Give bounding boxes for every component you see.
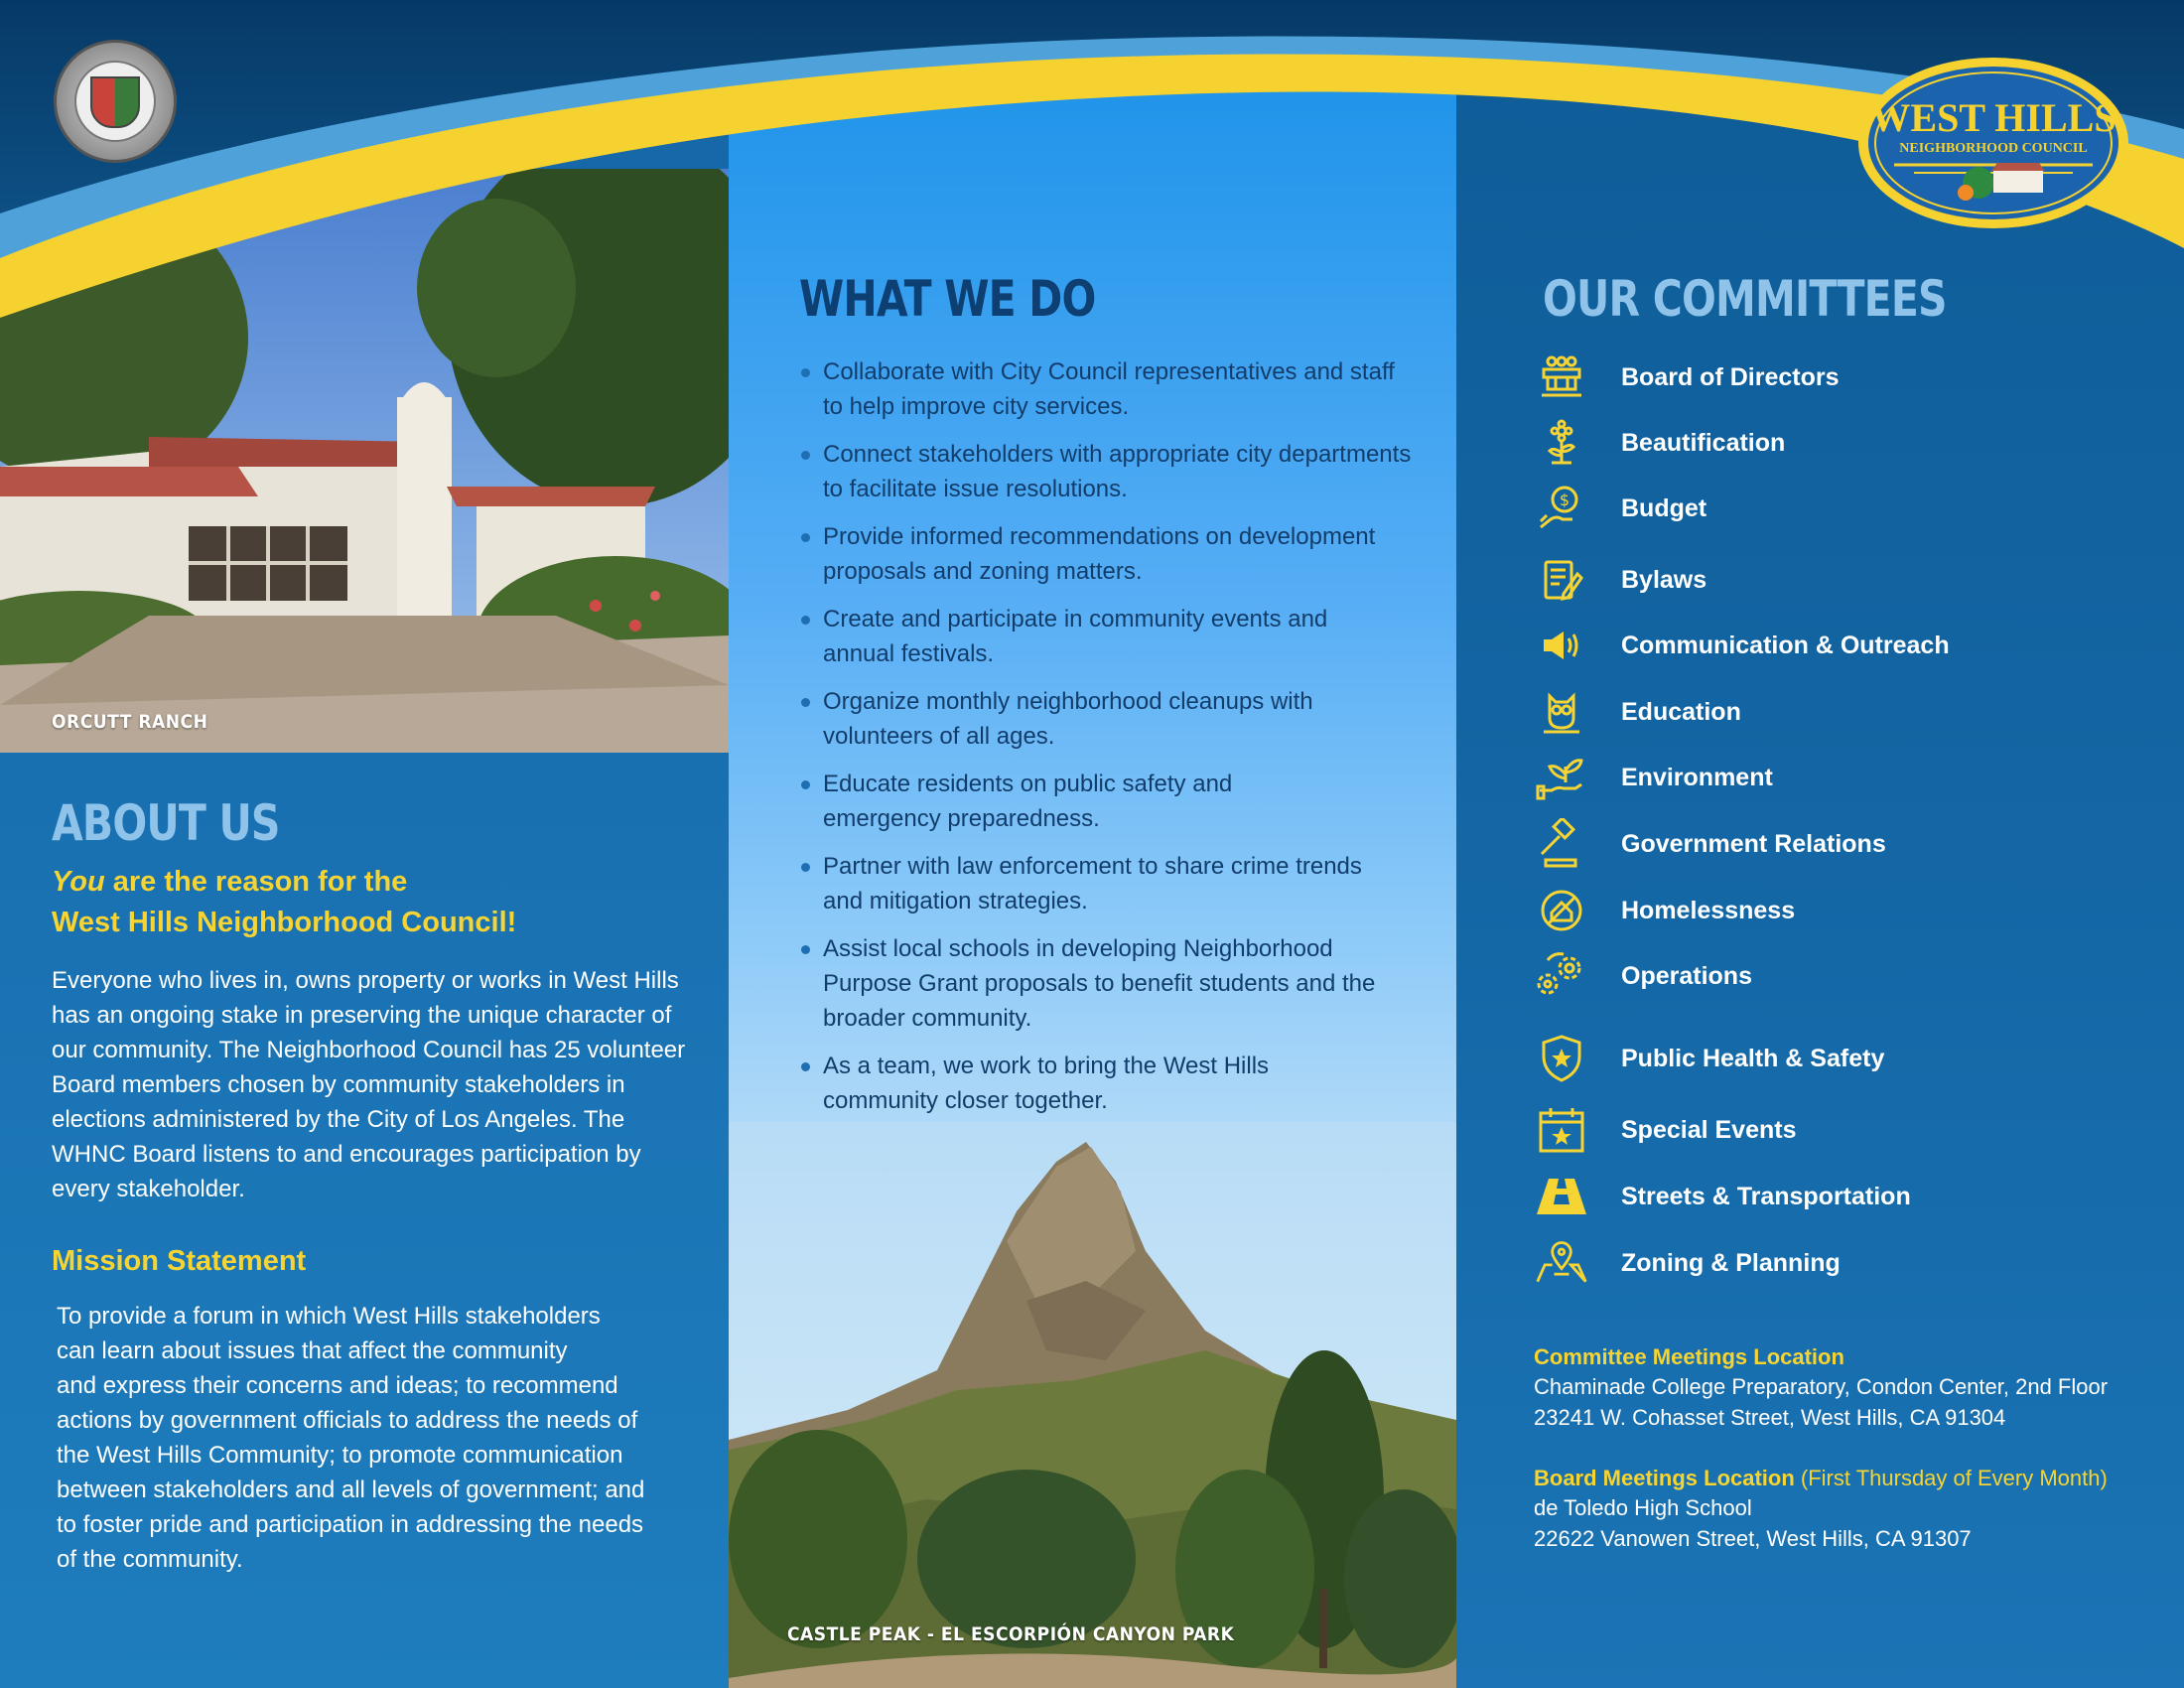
committee-special-events	[1534, 1102, 2129, 1158]
megaphone-icon	[1534, 618, 1589, 673]
list-item: Provide informed recommendations on development proposals and zoning matters.	[799, 519, 1415, 589]
about-line: our community. The Neighborhood Council has 25 volunteer	[52, 1037, 686, 1063]
west-hills-logo	[1854, 54, 2132, 232]
board-meetings-title	[1534, 1466, 2108, 1491]
mission-line: the West Hills Community; to promote communication	[57, 1442, 623, 1469]
building-icon	[1534, 350, 1589, 405]
list-item: Assist local schools in developing Neighborhood Purpose Grant proposals to benefit students and the broader community.	[799, 931, 1415, 1036]
about-line: Board members chosen by community stakeholders in	[52, 1071, 625, 1098]
plant-hand-icon	[1534, 750, 1589, 805]
calendar-star-icon	[1534, 1102, 1589, 1158]
mission-line: To provide a forum in which West Hills stakeholders	[57, 1303, 601, 1330]
committee-meetings-line2: 23241 W. Cohasset Street, West Hills, CA 91304	[1534, 1405, 2006, 1430]
mission-title: Mission Statement	[52, 1245, 307, 1277]
mission-body	[57, 1299, 672, 1577]
list-item: Partner with law enforcement to share crime trends and mitigation strategies.	[799, 849, 1415, 918]
committee-operations	[1534, 948, 2129, 1004]
about-line: WHNC Board listens to and encourages participation by	[52, 1141, 641, 1168]
tagline	[52, 862, 516, 943]
committee-label: Streets & Transportation	[1621, 1182, 1911, 1210]
map-pin-icon	[1534, 1235, 1589, 1291]
about-body	[52, 963, 697, 1206]
logo-subtitle: NEIGHBORHOOD COUNCIL	[1899, 141, 2088, 156]
committee-board-of-directors	[1534, 350, 2129, 405]
committee-government-relations	[1534, 816, 2129, 872]
committee-label: Board of Directors	[1621, 362, 1840, 391]
board-meetings-line2: 22622 Vanowen Street, West Hills, CA 91307	[1534, 1526, 1972, 1551]
committee-label: Public Health & Safety	[1621, 1044, 1885, 1072]
list-item: Organize monthly neighborhood cleanups with volunteers of all ages.	[799, 684, 1415, 754]
committee-label: Budget	[1621, 493, 1707, 522]
owl-icon	[1534, 684, 1589, 740]
mission-line: and express their concerns and ideas; to recommend	[57, 1372, 618, 1399]
committee-zoning-planning	[1534, 1235, 2129, 1291]
committee-label: Government Relations	[1621, 829, 1886, 858]
list-item: Educate residents on public safety and emergency preparedness.	[799, 767, 1415, 836]
committee-label: Education	[1621, 697, 1741, 726]
about-line: every stakeholder.	[52, 1176, 245, 1202]
committee-homelessness	[1534, 883, 2129, 938]
mission-line: of the community.	[57, 1546, 243, 1573]
castle-peak-photo	[729, 1122, 1456, 1688]
committee-environment	[1534, 750, 2129, 805]
svg-text:$: $	[1559, 491, 1570, 509]
mission-line: between stakeholders and all levels of government; and	[57, 1477, 645, 1503]
about-line: Everyone who lives in, owns property or works in West Hills	[52, 967, 679, 994]
list-item: Create and participate in community events and annual festivals.	[799, 602, 1415, 671]
board-meetings-line1: de Toledo High School	[1534, 1495, 1752, 1520]
committees-title: OUR COMMITTEES	[1543, 270, 1947, 328]
committee-label: Homelessness	[1621, 896, 1796, 924]
committee-label: Beautification	[1621, 428, 1786, 457]
committee-public-health-safety	[1534, 1031, 2129, 1086]
mission-line: actions by government officials to address the needs of	[57, 1407, 638, 1434]
gavel-icon	[1534, 816, 1589, 872]
committee-streets-transportation	[1534, 1169, 2129, 1224]
committee-label: Special Events	[1621, 1115, 1797, 1144]
committee-beautification	[1534, 415, 2129, 471]
logo-title: WEST HILLS	[1870, 95, 2116, 140]
list-item: Collaborate with City Council representatives and staff to help improve city services.	[799, 354, 1415, 424]
gears-icon	[1534, 948, 1589, 1004]
money-hand-icon	[1534, 481, 1589, 536]
committee-label: Environment	[1621, 763, 1773, 791]
committee-label: Bylaws	[1621, 565, 1707, 594]
city-seal-icon	[54, 40, 177, 163]
orcutt-ranch-caption: ORCUTT RANCH	[52, 711, 208, 733]
about-title: ABOUT US	[52, 794, 280, 852]
committee-label: Communication & Outreach	[1621, 631, 1950, 659]
committee-label: Operations	[1621, 961, 1752, 990]
tagline-rest: are the reason for the	[104, 866, 408, 898]
committee-label: Zoning & Planning	[1621, 1248, 1841, 1277]
committee-communication	[1534, 618, 2129, 673]
badge-star-icon	[1534, 1031, 1589, 1086]
committee-budget	[1534, 481, 2129, 536]
tagline-line2: West Hills Neighborhood Council!	[52, 907, 517, 938]
what-we-do-list	[799, 354, 1415, 1131]
board-meetings-label: Board Meetings Location	[1534, 1466, 1795, 1490]
committee-bylaws	[1534, 552, 2129, 608]
flower-icon	[1534, 415, 1589, 471]
no-home-icon	[1534, 883, 1589, 938]
mission-line: to foster pride and participation in addressing the needs	[57, 1511, 644, 1538]
road-icon	[1534, 1169, 1589, 1224]
about-line: has an ongoing stake in preserving the unique character of	[52, 1002, 672, 1029]
what-we-do-title: WHAT WE DO	[799, 270, 1096, 328]
document-pen-icon	[1534, 552, 1589, 608]
board-meetings-note: (First Thursday of Every Month)	[1794, 1466, 2108, 1490]
castle-peak-caption: CASTLE PEAK - EL ESCORPIÓN CANYON PARK	[787, 1623, 1235, 1645]
committee-meetings-line1: Chaminade College Preparatory, Condon Center, 2nd Floor	[1534, 1374, 2109, 1399]
committee-meetings-title: Committee Meetings Location	[1534, 1344, 1844, 1369]
committee-education	[1534, 684, 2129, 740]
mission-line: can learn about issues that affect the community	[57, 1337, 568, 1364]
list-item: As a team, we work to bring the West Hills community closer together.	[799, 1049, 1415, 1118]
list-item: Connect stakeholders with appropriate city departments to facilitate issue resolutions.	[799, 437, 1415, 506]
about-line: elections administered by the City of Los Angeles. The	[52, 1106, 625, 1133]
tagline-emphasis: You	[52, 866, 105, 898]
